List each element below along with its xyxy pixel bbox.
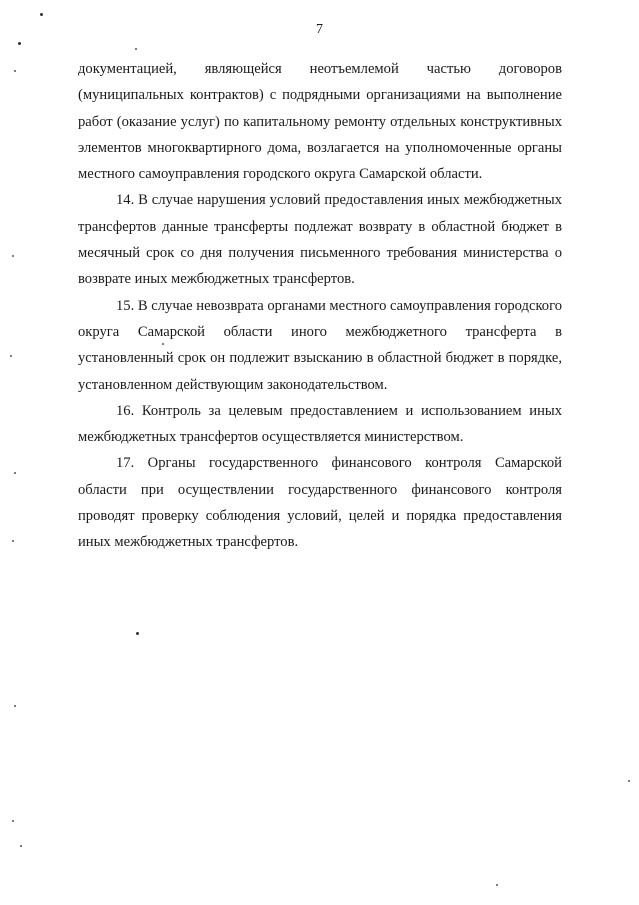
paragraph-continuation: документацией, являющейся неотъемлемой частью договоров (муниципальных контрактов) с подрядными организациями на выполнение работ (оказание услуг) по капитальному ремонту отдельных конструктивных элементов многоквартирного дома, возлагается на уполномоченные органы местного самоуправления городского округа Самарской области.	[78, 61, 562, 183]
paragraph-16: 16. Контроль за целевым предоставлением и использованием иных межбюджетных трансфертов осуществляется министерством.	[78, 402, 562, 446]
scan-speck	[20, 845, 22, 847]
paragraph-15: 15. В случае невозврата органами местного самоуправления городского округа Самарской области иного межбюджетного трансферта в установленный срок он подлежит взысканию в областной бюджет в порядке, установленном действующим законодательством.	[78, 297, 563, 393]
scan-speck	[14, 705, 16, 707]
scan-speck	[162, 343, 164, 345]
scan-speck	[12, 820, 14, 822]
paragraph-14: 14. В случае нарушения условий предоставления иных межбюджетных трансфертов данные трансферты подлежат возврату в областной бюджет в месячный срок со дня получения письменного требования министерства о возврате иных межбюджетных трансфертов.	[78, 192, 562, 288]
scan-speck	[12, 255, 14, 257]
page-number: 7	[316, 22, 323, 37]
paragraph-17: 17. Органы государственного финансового контроля Самарской области при осуществлении государственного финансового контроля проводят проверку соблюдения условий, целей и порядка предоставления иных межбюджетных трансфертов.	[78, 455, 562, 551]
scan-speck	[496, 884, 498, 886]
scan-speck	[135, 48, 137, 50]
scan-speck	[136, 632, 139, 635]
scan-speck	[14, 472, 16, 474]
scan-speck	[40, 13, 43, 16]
scan-speck	[628, 780, 630, 782]
document-body	[78, 56, 562, 556]
scan-speck	[12, 540, 14, 542]
scan-speck	[10, 355, 12, 357]
scan-speck	[14, 70, 16, 72]
scan-speck	[18, 42, 21, 45]
